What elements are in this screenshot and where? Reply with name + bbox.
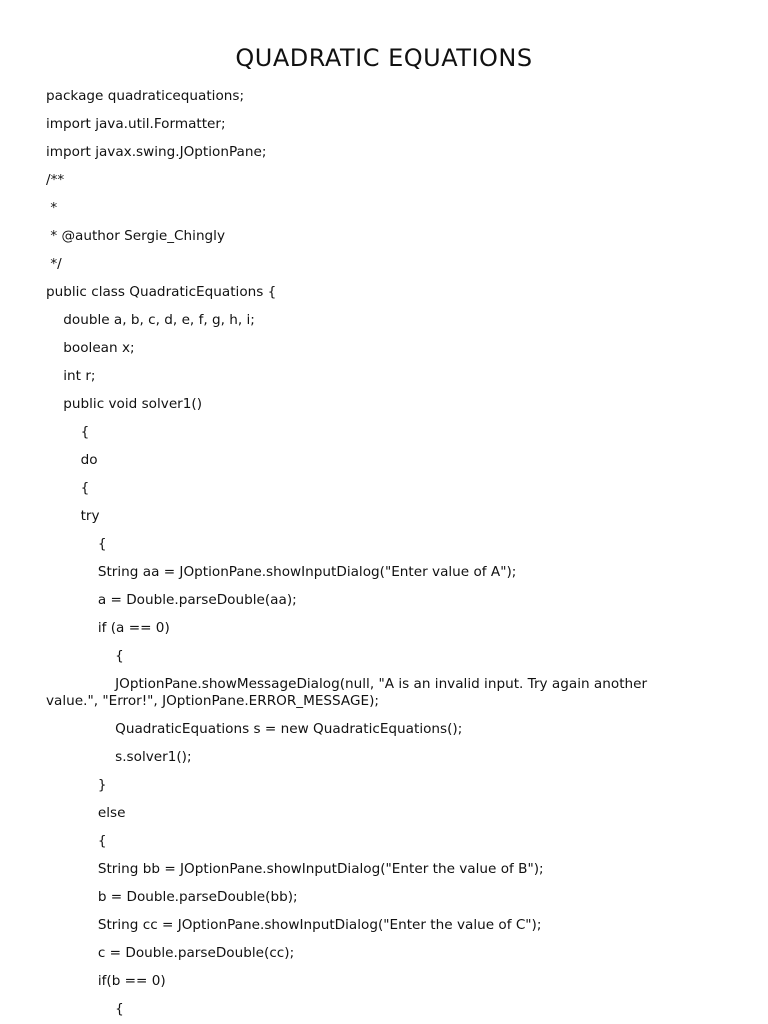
code-line: if(b == 0) (46, 973, 166, 989)
code-line: else (46, 805, 126, 821)
code-line: c = Double.parseDouble(cc); (46, 945, 295, 961)
code-line: if (a == 0) (46, 620, 170, 636)
code-line: { (46, 1001, 124, 1017)
code-line: boolean x; (46, 340, 135, 356)
code-line: { (46, 833, 107, 849)
code-line: try (46, 508, 100, 524)
code-line: { (46, 648, 124, 664)
code-line: { (46, 536, 107, 552)
code-line: s.solver1(); (46, 749, 192, 765)
code-line: * (46, 200, 58, 216)
code-line: JOptionPane.showMessageDialog(null, "A is an invalid input. Try again another (46, 676, 648, 692)
code-line: QuadraticEquations s = new QuadraticEquations(); (46, 721, 463, 737)
code-line: { (46, 480, 90, 496)
code-line: { (46, 424, 90, 440)
code-line: package quadraticequations; (46, 88, 245, 104)
code-line: import javax.swing.JOptionPane; (46, 144, 267, 160)
code-line: b = Double.parseDouble(bb); (46, 889, 298, 905)
code-line: */ (46, 256, 62, 272)
code-line: String cc = JOptionPane.showInputDialog("Enter the value of C"); (46, 917, 542, 933)
code-line: a = Double.parseDouble(aa); (46, 592, 297, 608)
code-line: * @author Sergie_Chingly (46, 228, 226, 244)
code-line: do (46, 452, 98, 468)
code-line: /** (46, 172, 65, 188)
code-line: int r; (46, 368, 96, 384)
code-line: import java.util.Formatter; (46, 116, 226, 132)
page-title: QUADRATIC EQUATIONS (235, 44, 533, 72)
code-line: value.", "Error!", JOptionPane.ERROR_MESSAGE); (46, 693, 379, 709)
code-line: double a, b, c, d, e, f, g, h, i; (46, 312, 255, 328)
code-line: String aa = JOptionPane.showInputDialog("Enter value of A"); (46, 564, 517, 580)
code-line: public void solver1() (46, 396, 203, 412)
code-line: public class QuadraticEquations { (46, 284, 277, 300)
code-line: } (46, 777, 107, 793)
code-line: String bb = JOptionPane.showInputDialog("Enter the value of B"); (46, 861, 544, 877)
